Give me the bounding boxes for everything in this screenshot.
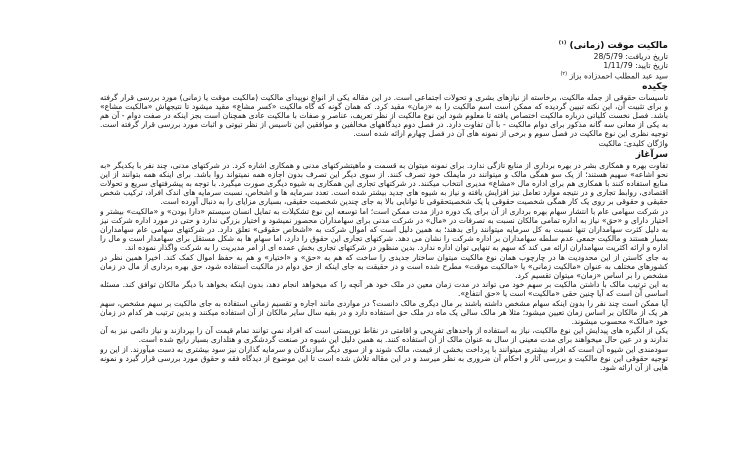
body-paragraph: به جای کاستن از این محدودیت ها در چارچوب همان نوع مالکیت میتوان ساختار جدیدی را ساخت که هم به «حق» و «اختیار» و هم به حفظ اموال کمک کند. اخیرا همین نظر در کشورهای مختلف به عنوان «مالکیت زمانی» یا «مالکیت موقت» مطرح شده است و در حقیقت به جای اینکه از حق دوام در مالکیت استفاده شود، حق بهره برداری از مال در زمان مشخص را بر اساس «زمان» میتوان تقسیم کرد. bbox=[100, 252, 668, 280]
received-date: تاریخ دریافت: 28/5/79 bbox=[593, 52, 668, 61]
author-line bbox=[100, 70, 668, 81]
body-paragraph: آیا ممکن است چند نفر را بدون اینکه سهام مشخص داشته باشند بر مال دیگری مالک دانست؟ در مواردی مانند اجاره و تقسیم زمانی استفاده به جای مالکیت بر سهم مشخص، سهم هر یک از مالکان بر اساس زمان تعیین میشود؛ مثلا هر مالک سالی یک ماه در ملک حق استفاده دارد و در بقیه سال سایر مالکان از آن استفاده میکنند و بدین ترتیب هر کدام در زمان خود «مالک» محسوب میشوند. bbox=[100, 298, 668, 326]
intro-heading: سرآغاز bbox=[635, 149, 668, 160]
body-paragraph: یکی از انگیزه های پیدایش این نوع مالکیت، نیاز به استفاده از واحدهای تفریحی و اقامتی در نقاط توریستی است که افراد نمی توانند تمام قیمت آن را بپردازند و نیاز دائمی نیز به آن ندارند و در عین حال میخواهند برای مدت معینی از سال به عنوان مالک از آن استفاده کنند. به همین دلیل این شیوه در صنعت گردشگری و هتلداری بسیار رایج شده است. bbox=[100, 326, 668, 345]
abstract-heading: چکیده bbox=[642, 81, 668, 92]
title-footnote-marker: (۱) bbox=[558, 40, 567, 46]
article-title bbox=[100, 38, 668, 52]
keywords: واژگان کلیدی: مالکیت bbox=[598, 138, 668, 148]
author-footnote-marker: (۲) bbox=[560, 71, 568, 77]
body-paragraph: در شرکت سهامی عام با انتشار سهام بهره برداری از آن برای یک دوره دراز مدت ممکن است؛ اما توسعه این نوع تشکیلات به تمایل انسان سیستم «دارا بودن» و «مالکیت» بیشتر و اختیار دارای و «حق» نیاز به اداره تمامی مالکان نسبت به تصرفات در «مال» در شرکت مدنی برای سهامداران محصور نمیشود و اختیار بزرگی ندارد و حتی در مورد اداره شرکت نیز به دلیل کثرت سهامداران تنها نسبت به کل سرمایه میتوانند رای بدهند؛ به همین دلیل است که اموال شرکت به «اشخاص حقوقی» تعلق دارد. در شرکتهای سهامی عام سهامداران بسیار هستند و مالکیت جمعی عدم سلطه سهامداران بر اداره شرکت را نشان می دهد. شرکتهای تجاری این حقوق را دارد، اما سهام ها به شکل مستقل برای سهامدار است و مال را اداره و ارائه اکثریت سهامداران ارائه می کند که سهم به تنهایی توان اداره ندارد. بدین منظور در شرکتهای تجاری بخش عمده ای از امر مدیریت را به شرکت واگذار نموده اند. bbox=[100, 206, 668, 253]
abstract-text: تاسیسات حقوقی از جمله مالکیت، برخاسته از نیازهای بشری و تحولات اجتماعی است. در این مقاله یکی از انواع نوپیدای مالکیت (مالکیت موقت یا زمانی) مورد بررسی قرار گرفته و برای تثبیت آن، این نکته تبیین گردیده که ممکن است اسم مالکیت را به «زمان» مقید کرد. که همان گونه که گاه مالکیت «کسر مشاع» مقید میشود تا نتیجهاش «مالکیت مشاع» باشد. فصل نخست کلیاتی درباره مالکیت اختصاص یافته تا معلوم شود این نوع مالکیت از نظر تعریف، عناصر و صفات با مالکیت عادی همچنان است بجز اینکه در صفت دوام - آن هم به یکی از معانی سه گانه مذکور برای دوام مالکیت - با آن تفاوت دارد. در فصل دوم دیدگاههای مخالفین و موافقین این تاسیس از نظر تیوتی و اثبات مورد بررسی قرار گرفته است. توجیه نظری این نوع مالکیت در فصل سوم و برخی از نمونه های آن در فصل چهارم ارائه شده است. bbox=[100, 92, 668, 139]
author-name: سید عبد المطلب احمدزاده بزاز bbox=[569, 71, 668, 81]
body-paragraph: تفاوت بهره و همکاری بشر در بهره برداری از منابع تازگی ندارد. برای نمونه میتوان به قسمت و ماهیتشرکتهای مدنی و همکاری اشاره کرد. در شرکتهای مدنی، چند نفر با یکدیگر «به نحو اشاعه» سهیم هستند؛ از یک سو همگی مالک و میتوانند در مایملک خود تصرف کنند. از سوی دیگر این تصرف بدون اجازه همه نمیتواند روا باشد. برای اینکه همه بتوانند از این منابع استفاده کنند با همکاری هم برای اداره مال «مشاع» مدیری انتخاب میکنند. در شرکتهای تجاری این همکاری به شیوه دیگری صورت میگیرد. با توجه به پیشرفتهای سریع و تحولات اقتصادی، روابط تجاری و در نتیجه موارد تعامل نیز افزایش یافته و نیاز به شیوه های جدید بیشتر شده است. تعدد سرمایه ها و اشخاص، نسبت سرمایه های اندک افراد، ترکیب شخص حقیقی و حقوقی بر روی یک کار همگی شخصیت حقوقی یا یک شخصیتحقوقی تا توانایی بالا به جای چندین شخصیت حقیقی، بسیاری مزایای را به دنبال آورده است. bbox=[100, 160, 668, 207]
title-text: مالکیت موقت (زمانی) bbox=[569, 41, 668, 51]
body-text bbox=[100, 161, 668, 373]
body-paragraph: سودمندی این شیوه آن است که افراد بیشتری میتوانند با پرداخت بخشی از قیمت، مالک شوند و از سوی دیگر سازندگان و سرمایه گذاران نیز سود بیشتری به دست میآورند. از این رو توجیه حقوقی این نوع مالکیت و بررسی آثار و احکام آن ضروری به نظر میرسد و در این مقاله تلاش شده است تا این موضوع از دیدگاه فقه و حقوق مورد بررسی قرار گیرد و نمونه هایی از آن ارائه شود. bbox=[100, 344, 668, 373]
accepted-date: تاریخ تایید: 1/11/79 bbox=[603, 61, 668, 70]
body-paragraph: به این ترتیب مالک با داشتن مالکیت بر سهم خود می تواند در مدت زمان معین در ملک خود هر آنچه را که میخواهد انجام دهد، بدون اینکه بخواهد با دیگر مالکان توافق کند. مسئله اساسی آن است که آیا چنین حقی «مالکیت» است یا «حق انتفاع». bbox=[100, 280, 668, 299]
paper-page bbox=[100, 38, 668, 442]
